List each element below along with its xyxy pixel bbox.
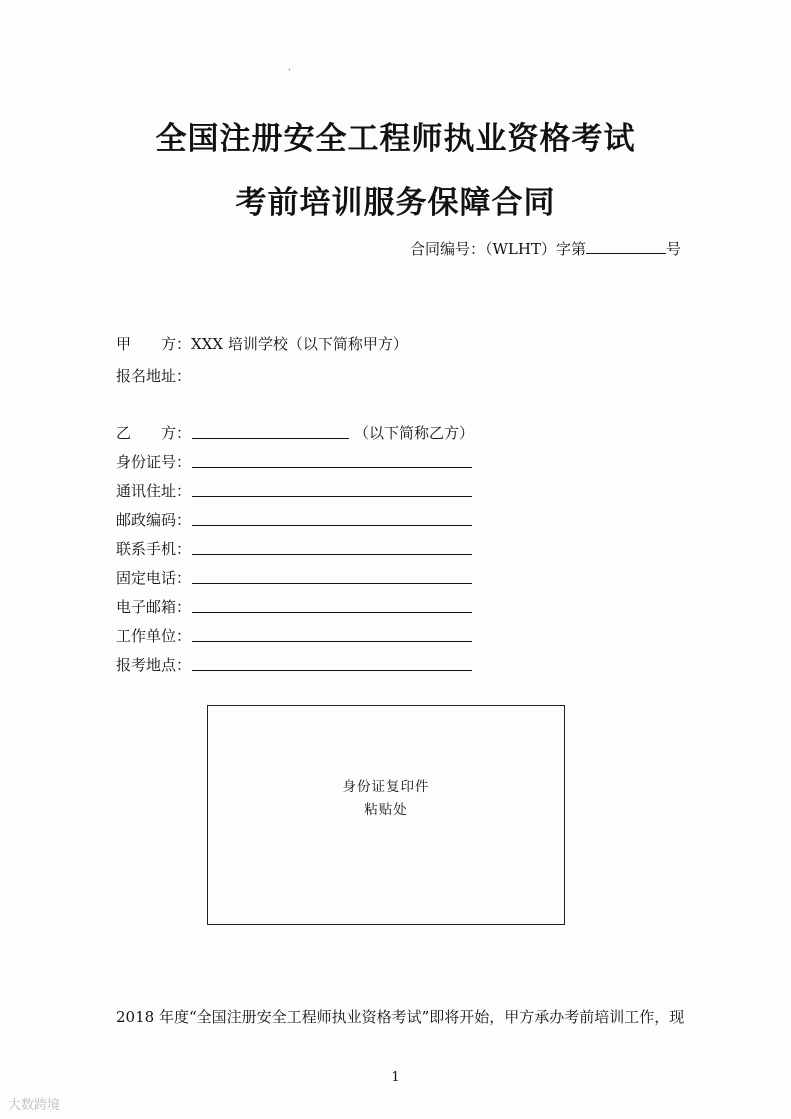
party-a-label: 甲 方： [116,335,192,353]
document-title-line1: 全国注册安全工程师执业资格考试 [155,121,636,157]
field-label: 工作单位： [116,627,192,645]
document-title-line2: 考前培训服务保障合同 [235,185,556,221]
party-a-value: XXX 培训学校（以下简称甲方） [191,335,408,353]
field-label: 通讯住址： [116,482,192,500]
email-blank[interactable] [192,612,472,613]
field-label: 报考地点： [116,656,192,674]
field-label: 联系手机： [116,540,192,558]
id-number-row [116,451,191,472]
registration-address-row [116,365,191,386]
id-copy-instructions [208,776,564,822]
registration-address-label: 报名地址： [116,367,192,385]
mobile-blank[interactable] [192,554,472,555]
contract-number-blank[interactable] [586,239,666,254]
id-copy-box [207,705,565,925]
email-row [116,596,191,617]
exam-location-blank[interactable] [192,670,472,671]
postcode-blank[interactable] [192,525,472,526]
contract-number [410,238,681,259]
postcode-row [116,509,191,530]
field-label: 电子邮箱： [116,598,192,616]
contract-number-prefix: 合同编号：（WLHT）字第 [410,240,586,258]
address-blank[interactable] [192,496,472,497]
landline-row [116,567,191,588]
field-label: 固定电话： [116,569,192,587]
field-label: 邮政编码： [116,511,192,529]
watermark: 大数跨境 [8,1098,61,1113]
id-copy-line1: 身份证复印件 [342,779,430,795]
party-b-label: 乙 方： [116,424,192,442]
address-row [116,480,191,501]
contract-number-suffix: 号 [665,240,681,258]
field-label: 身份证号： [116,453,192,471]
party-b-suffix: （以下简称乙方） [354,424,475,442]
id-number-blank[interactable] [192,467,472,468]
id-copy-line2: 粘贴处 [364,802,408,818]
party-b-blank[interactable] [192,438,349,439]
scan-mark: ٠ [287,65,292,75]
page-number: 1 [391,1070,400,1085]
body-paragraph: 2018 年度“全国注册安全工程师执业资格考试”即将开始，甲方承办考前培训工作，现 [116,1008,685,1026]
mobile-row [116,538,191,559]
party-b-row [116,422,475,443]
party-a-row [116,333,408,354]
employer-blank[interactable] [192,641,472,642]
employer-row [116,625,191,646]
exam-location-row [116,654,191,675]
landline-blank[interactable] [192,583,472,584]
